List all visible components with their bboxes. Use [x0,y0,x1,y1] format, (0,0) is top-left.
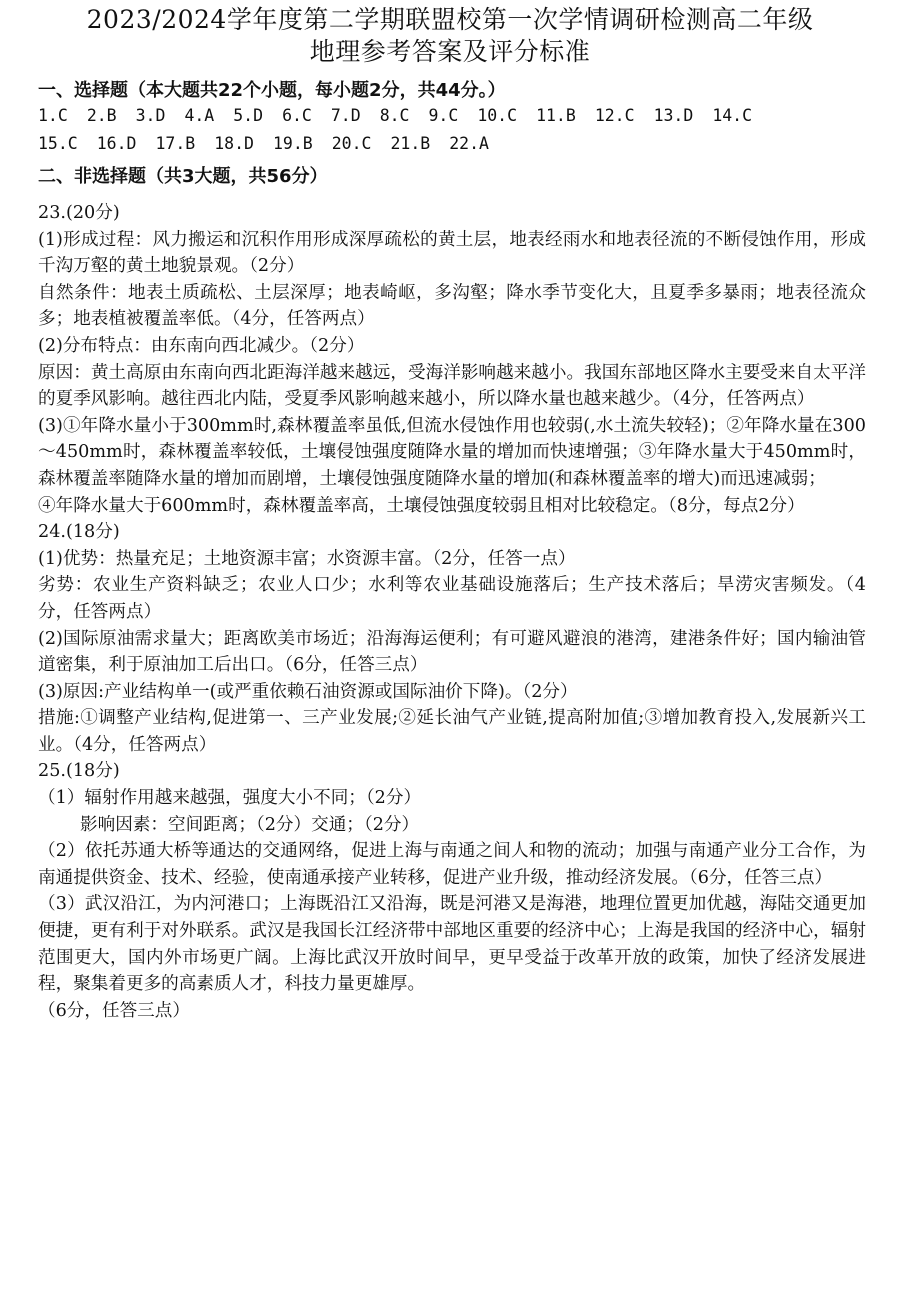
section1-heading: 一、选择题（本大题共22个小题，每小题2分，共44分。） [38,80,506,101]
answer-item: 21.B [390,134,431,153]
answer-paragraph: (2)国际原油需求量大；距离欧美市场近；沿海海运便利；有可避风避浪的港湾，建港条件好；国内输油管道密集，利于原油加工后出口。（6分，任答三点） [38,628,866,676]
answer-paragraph: （3）武汉沿江，为内河港口；上海既沿江又沿海，既是河港又是海港，地理位置更加优越，海陆交通更加便捷，更有利于对外联系。武汉是我国长江经济带中部地区重要的经济中心；上海是我国的经济中心，辐射范围更大，国内外市场更广阔。上海比武汉开放时间早，更早受益于改革开放的政策，加快了经济发展进程，聚集着更多的高素质人才，科技力量更雄厚。 [38,894,866,995]
answer-item: 6.C [282,106,312,125]
answer-paragraph: （6分，任答三点） [38,1000,190,1021]
answer-item: 7.D [330,106,361,125]
answer-item: 12.C [594,106,635,125]
answer-paragraph: 自然条件：地表土质疏松、土层深厚；地表崎岖，多沟壑；降水季节变化大，且夏季多暴雨；地表径流众多；地表植被覆盖率低。（4分，任答两点） [38,282,866,330]
answer-paragraph: 措施:①调整产业结构,促进第一、三产业发展;②延长油气产业链,提高附加值;③增加教育投入,发展新兴工业。（4分，任答两点） [38,708,866,755]
answer-paragraph: 影响因素：空间距离；（2分）交通；（2分） [80,814,420,835]
answer-item: 14.C [712,106,753,125]
answer-paragraph: 原因：黄土高原由东南向西北距海洋越来越远，受海洋影响越来越小。我国东部地区降水主要受来自太平洋的夏季风影响。越往西北内陆，受夏季风影响越来越小，所以降水量也越来越少。（4分，任答两点） [38,362,866,410]
answer-item: 5.D [233,106,264,125]
answer-paragraph: (3)原因:产业结构单一(或严重依赖石油资源或国际油价下降)。（2分） [38,681,578,702]
answer-item: 15.C [38,134,78,153]
answer-paragraph: ④年降水量大于600mm时，森林覆盖率高，土壤侵蚀强度较弱且相对比较稳定。（8分，每点2分） [38,495,805,516]
answer-item: 13.D [653,106,694,125]
answer-item: 2.B [86,106,117,125]
answers-row-1 [38,106,771,125]
answer-item: 22.A [449,134,489,153]
answer-item: 3.D [135,106,166,125]
answer-item: 16.D [96,134,137,153]
answer-paragraph: (3)①年降水量小于300mm时,森林覆盖率虽低,但流水侵蚀作用也较弱(,水土流失较轻)；②年降水量在300～450mm时，森林覆盖率较低，土壤侵蚀强度随降水量的增加而快速增强；③年降水量大于450mm时，森林覆盖率随降水量的增加而剧增，土壤侵蚀强度随降水量的增加(和森林覆盖率的增大)而迅速减弱； [38,415,866,489]
answer-paragraph: (2)分布特点：由东南向西北减少。（2分） [38,335,365,356]
answer-item: 9.C [428,106,459,125]
answer-item: 10.C [477,106,518,125]
answer-paragraph: （1）辐射作用越来越强，强度大小不同；（2分） [38,788,422,809]
answer-item: 4.A [184,106,215,125]
question-header: 23.(20分) [38,203,120,223]
answers-row-2 [38,134,508,153]
answer-item: 17.B [155,134,196,153]
answer-item: 1.C [38,106,68,125]
answer-item: 20.C [331,134,372,153]
answer-item: 8.C [379,106,410,125]
answer-paragraph: （2）依托苏通大桥等通达的交通网络，促进上海与南通之间人和物的流动；加强与南通产业分工合作，为南通提供资金、技术、经验，使南通承接产业转移，促进产业升级，推动经济发展。（6分，任答三点） [38,841,866,888]
answer-paragraph: (1)优势：热量充足；土地资源丰富；水资源丰富。（2分，任答一点） [38,548,576,569]
answer-item: 11.B [536,106,576,125]
document-title: 2023/2024学年度第二学期联盟校第一次学情调研检测高二年级 [86,5,814,34]
answer-paragraph: 劣势：农业生产资料缺乏；农业人口少；水利等农业基础设施落后；生产技术落后；旱涝灾害频发。（4分，任答两点） [38,575,866,622]
answer-paragraph: (1)形成过程：风力搬运和沉积作用形成深厚疏松的黄土层，地表经雨水和地表径流的不断侵蚀作用，形成千沟万壑的黄土地貌景观。（2分） [38,229,866,277]
section2-body [38,200,866,1024]
document-subtitle: 地理参考答案及评分标准 [309,37,591,66]
answer-item: 19.B [273,134,313,153]
section2-heading: 二、非选择题（共3大题，共56分） [38,166,328,187]
answer-item: 18.D [214,134,254,153]
question-header: 24.(18分) [38,522,120,543]
question-header: 25.(18分) [38,761,120,782]
